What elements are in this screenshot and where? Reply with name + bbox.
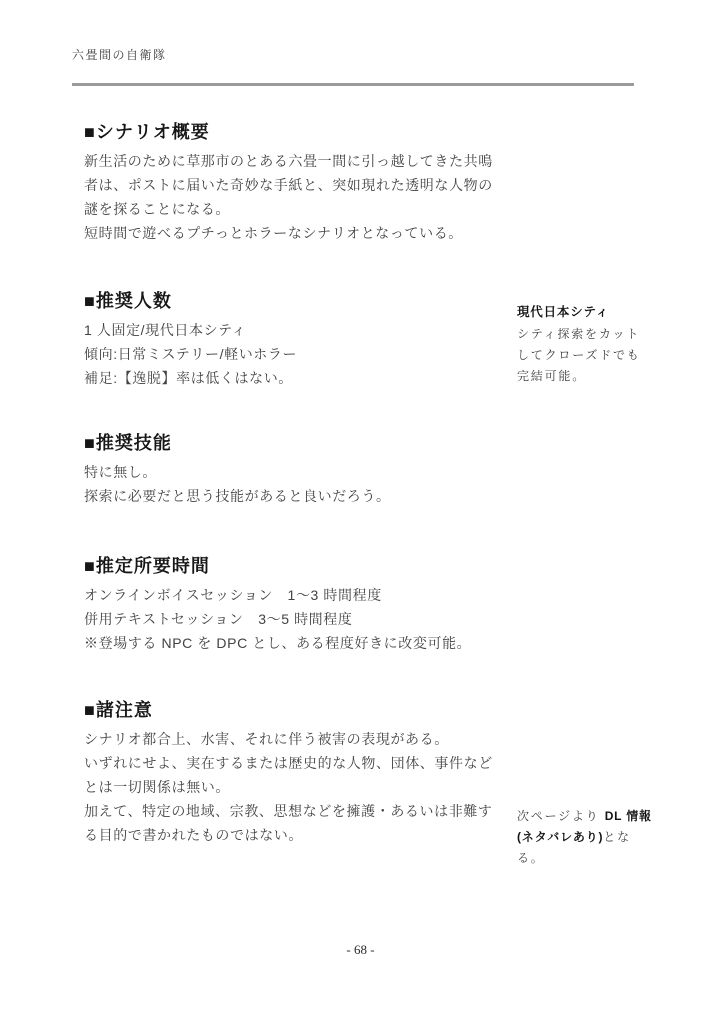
margin-note-city: [517, 302, 677, 387]
margin-note-line: シティ探索をカット: [517, 327, 641, 341]
margin-note-bold-text: DL 情報: [604, 809, 652, 823]
section-heading: ■推奨人数: [84, 291, 172, 311]
body-line: オンラインボイスセッション 1～3 時間程度: [84, 587, 382, 603]
margin-note-text: 次ページより: [517, 809, 605, 823]
margin-note-text: とな: [603, 830, 631, 844]
section-estimated-duration: [84, 556, 524, 655]
margin-note-line: る。: [517, 851, 545, 865]
body-line: 傾向:日常ミステリー/軽いホラー: [84, 346, 298, 362]
section-scenario-overview: [84, 122, 524, 245]
body-line: 者は、ポストに届いた奇妙な手紙と、突如現れた透明な人物の: [84, 177, 493, 193]
section-heading: ■推定所要時間: [84, 556, 210, 576]
section-heading: ■諸注意: [84, 700, 153, 720]
page-header: [72, 46, 167, 63]
body-line: とは一切関係は無い。: [84, 779, 230, 795]
section-heading: ■シナリオ概要: [84, 122, 210, 142]
section-recommended-skills: [84, 433, 524, 508]
margin-note-title: 現代日本シティ: [517, 305, 610, 319]
margin-note-dl-info: [517, 806, 677, 869]
body-line: 探索に必要だと思う技能があると良いだろう。: [84, 488, 391, 504]
body-line: 短時間で遊べるプチっとホラーなシナリオとなっている。: [84, 225, 463, 241]
page-footer: [0, 942, 721, 958]
header-title: 六畳間の自衛隊: [72, 48, 167, 62]
body-line: る目的で書かれたものではない。: [84, 827, 303, 843]
body-line: ※登場する NPC を DPC とし、ある程度好きに改変可能。: [84, 635, 472, 651]
body-line: 1 人固定/現代日本シティ: [84, 322, 247, 338]
body-line: 併用テキストセッション 3～5 時間程度: [84, 611, 353, 627]
margin-note-line: [517, 806, 677, 827]
body-line: 新生活のために草那市のとある六畳一間に引っ越してきた共鳴: [84, 153, 493, 169]
body-line: 特に無し。: [84, 464, 157, 480]
body-line: 加えて、特定の地域、宗教、思想などを擁護・あるいは非難す: [84, 803, 493, 819]
body-line: 謎を探ることになる。: [84, 201, 230, 217]
section-heading: ■推奨技能: [84, 433, 172, 453]
body-line: 補足:【逸脱】率は低くはない。: [84, 370, 293, 386]
margin-note-bold-text: (ネタバレあり): [517, 830, 604, 844]
page-number: - 68 -: [346, 942, 375, 957]
body-line: シナリオ都合上、水害、それに伴う被害の表現がある。: [84, 731, 449, 747]
section-cautions: [84, 700, 524, 847]
margin-note-line: 完結可能。: [517, 369, 587, 383]
body-line: いずれにせよ、実在するまたは歴史的な人物、団体、事件など: [84, 755, 493, 771]
header-rule: [72, 83, 634, 86]
section-recommended-players: [84, 291, 524, 390]
margin-note-line: してクローズドでも: [517, 348, 641, 362]
margin-note-line: [517, 827, 677, 848]
